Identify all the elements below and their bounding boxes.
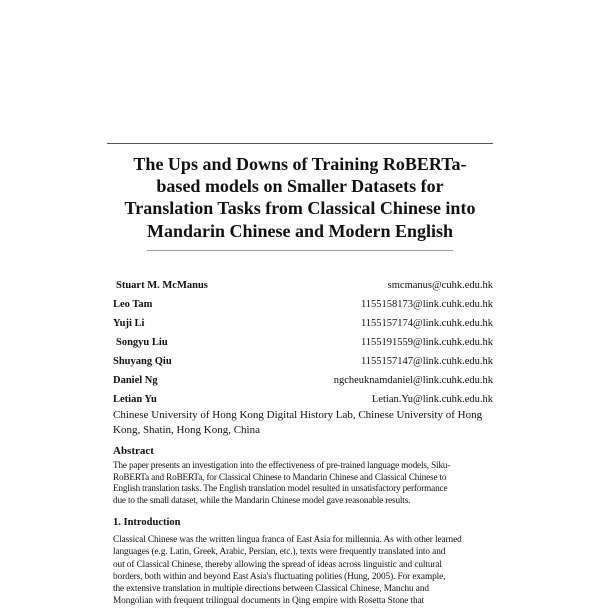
author-row [113, 353, 493, 372]
paper-title [100, 153, 500, 242]
author-row [113, 372, 493, 391]
abstract-text [113, 460, 494, 506]
introduction-text [113, 534, 494, 608]
author-email: 1155157174@link.cuhk.edu.hk [360, 318, 493, 329]
affiliation-line: Chinese University of Hong Kong Digital History Lab, Chinese University of Hong [113, 409, 483, 421]
author-email: smcmanus@cuhk.edu.hk [387, 280, 493, 291]
author-name: Shuyang Qiu [113, 356, 172, 367]
introduction-line: languages (e.g. Latin, Greek, Arabic, Persian, etc.), texts were frequently translated into and [113, 547, 446, 558]
author-row [113, 315, 493, 334]
title-line: based models on Smaller Datasets for [156, 176, 444, 197]
introduction-line: the extensive translation in multiple directions between Classical Chinese, Manchu and [113, 584, 429, 595]
author-name: Stuart M. McManus [116, 280, 208, 291]
author-email: 1155158173@link.cuhk.edu.hk [360, 299, 493, 310]
author-name: Daniel Ng [113, 375, 158, 386]
abstract-line: English translation tasks. The English translation model resulted in unsatisfactory performance [113, 483, 448, 493]
introduction-line: out of Classical Chinese, thereby allowing the spread of ideas across linguistic and cultural [113, 559, 442, 570]
title-line: Translation Tasks from Classical Chinese into [124, 198, 476, 219]
author-email: 1155191559@link.cuhk.edu.hk [360, 337, 493, 348]
introduction-heading: 1. Introduction [113, 517, 181, 528]
author-name: Letian Yu [113, 394, 157, 405]
title-line: The Ups and Downs of Training RoBERTa- [133, 154, 467, 174]
introduction-line: Classical Chinese was the written lingua franca of East Asia for millennia. As with other learned [113, 535, 462, 545]
title-line: Mandarin Chinese and Modern English [146, 220, 454, 241]
introduction-line: borders, both within and beyond East Asia's fluctuating polities (Hung, 2005). For example, [113, 571, 446, 582]
author-list [113, 277, 493, 410]
abstract-line: RoBERTa and RoBERTa, for Classical Chinese to Mandarin Chinese and Classical Chinese to [113, 471, 447, 482]
author-email: ngcheuknamdaniel@link.cuhk.edu.hk [333, 375, 493, 386]
title-bottom-rule [147, 250, 453, 251]
author-row [113, 277, 493, 296]
introduction-line: Mongolian with frequent trilingual documents in Qing empire with Rosetta Stone that [113, 596, 425, 607]
author-name: Yuji Li [113, 318, 145, 329]
author-email: 1155157147@link.cuhk.edu.hk [360, 356, 493, 367]
abstract-heading: Abstract [113, 445, 154, 457]
affiliation [113, 408, 495, 437]
abstract-line: due to the small dataset, while the Mandarin Chinese model gave reasonable results. [113, 494, 411, 505]
author-name: Leo Tam [113, 299, 153, 310]
top-rule [107, 143, 493, 144]
affiliation-line: Kong, Shatin, Hong Kong, China [113, 423, 260, 436]
author-name: Songyu Liu [116, 337, 168, 348]
abstract-line: The paper presents an investigation into the effectiveness of pre-trained language models, Siku- [113, 460, 451, 470]
author-row [113, 296, 493, 315]
author-email: Letian.Yu@link.cuhk.edu.hk [371, 394, 493, 405]
author-row [113, 334, 493, 353]
